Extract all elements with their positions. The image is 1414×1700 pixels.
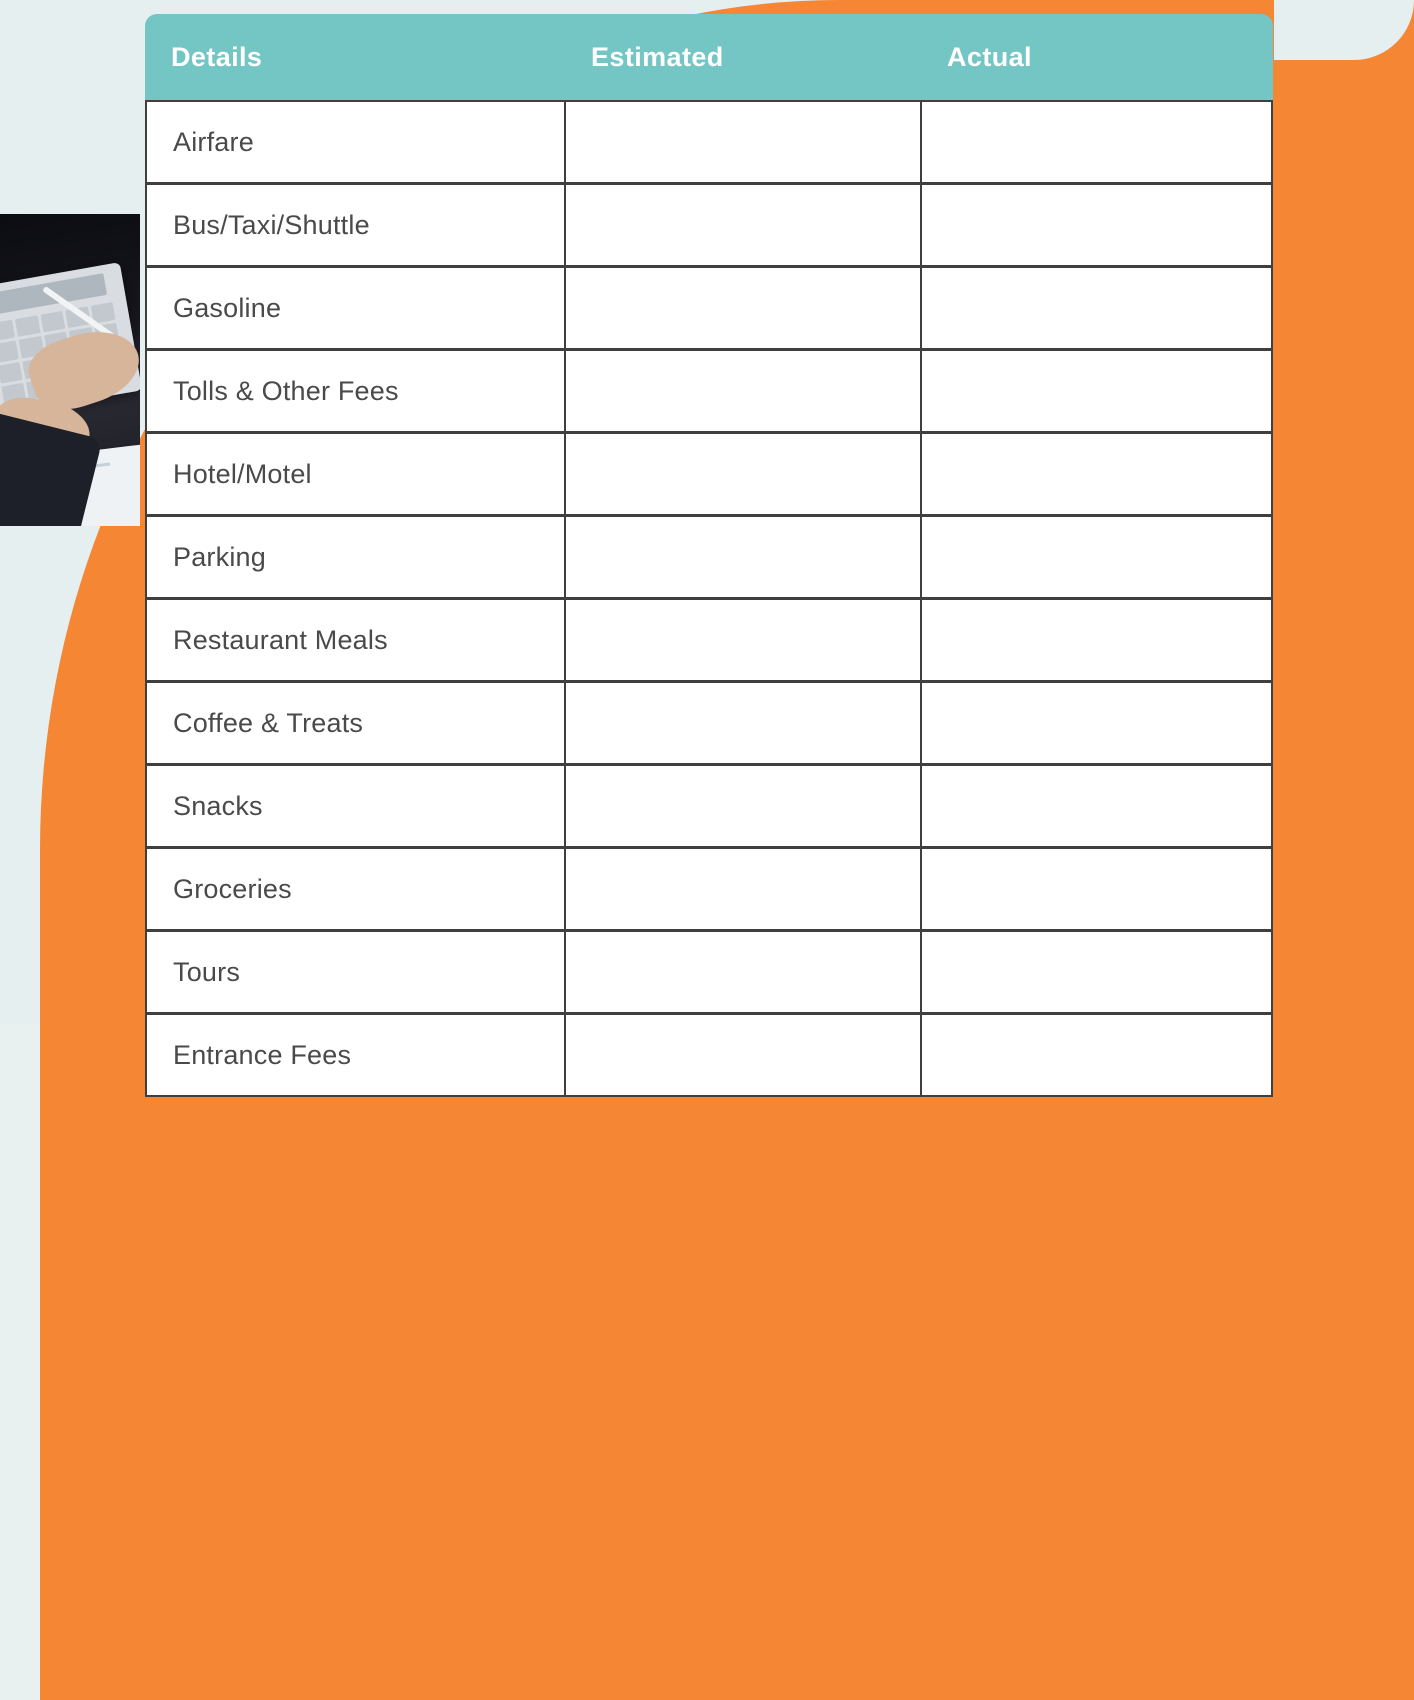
actual-cell[interactable]	[921, 765, 1273, 848]
table-row	[145, 433, 1273, 516]
row-label: Gasoline	[145, 267, 565, 350]
actual-cell[interactable]	[921, 682, 1273, 765]
row-label: Airfare	[145, 100, 565, 184]
row-label: Hotel/Motel	[145, 433, 565, 516]
row-label: Snacks	[145, 765, 565, 848]
actual-cell[interactable]	[921, 433, 1273, 516]
table-body	[145, 100, 1273, 1097]
expense-table	[145, 14, 1273, 1097]
actual-cell[interactable]	[921, 516, 1273, 599]
actual-cell[interactable]	[921, 184, 1273, 267]
column-header-estimated: Estimated	[565, 14, 921, 100]
table-header-row	[145, 14, 1273, 100]
row-label: Restaurant Meals	[145, 599, 565, 682]
row-label: Tours	[145, 931, 565, 1014]
estimated-cell[interactable]	[565, 184, 921, 267]
actual-cell[interactable]	[921, 848, 1273, 931]
table-row	[145, 931, 1273, 1014]
estimated-cell[interactable]	[565, 1014, 921, 1097]
estimated-cell[interactable]	[565, 100, 921, 184]
estimated-cell[interactable]	[565, 267, 921, 350]
row-label: Entrance Fees	[145, 1014, 565, 1097]
estimated-cell[interactable]	[565, 599, 921, 682]
table-row	[145, 1014, 1273, 1097]
row-label: Tolls & Other Fees	[145, 350, 565, 433]
table-row	[145, 599, 1273, 682]
actual-cell[interactable]	[921, 931, 1273, 1014]
table-row	[145, 682, 1273, 765]
column-header-actual: Actual	[921, 14, 1273, 100]
table-row	[145, 350, 1273, 433]
actual-cell[interactable]	[921, 350, 1273, 433]
estimated-cell[interactable]	[565, 848, 921, 931]
row-label: Bus/Taxi/Shuttle	[145, 184, 565, 267]
row-label: Parking	[145, 516, 565, 599]
actual-cell[interactable]	[921, 1014, 1273, 1097]
actual-cell[interactable]	[921, 599, 1273, 682]
estimated-cell[interactable]	[565, 516, 921, 599]
calculator-photo	[0, 214, 140, 526]
table-row	[145, 100, 1273, 184]
estimated-cell[interactable]	[565, 350, 921, 433]
estimated-cell[interactable]	[565, 765, 921, 848]
estimated-cell[interactable]	[565, 931, 921, 1014]
estimated-cell[interactable]	[565, 682, 921, 765]
row-label: Coffee & Treats	[145, 682, 565, 765]
table-header	[145, 14, 1273, 100]
row-label: Groceries	[145, 848, 565, 931]
table-row	[145, 516, 1273, 599]
table-row	[145, 765, 1273, 848]
table-row	[145, 184, 1273, 267]
estimated-cell[interactable]	[565, 433, 921, 516]
column-header-details: Details	[145, 14, 565, 100]
table-row	[145, 848, 1273, 931]
expense-table-container	[145, 14, 1273, 1097]
actual-cell[interactable]	[921, 267, 1273, 350]
table-row	[145, 267, 1273, 350]
actual-cell[interactable]	[921, 100, 1273, 184]
